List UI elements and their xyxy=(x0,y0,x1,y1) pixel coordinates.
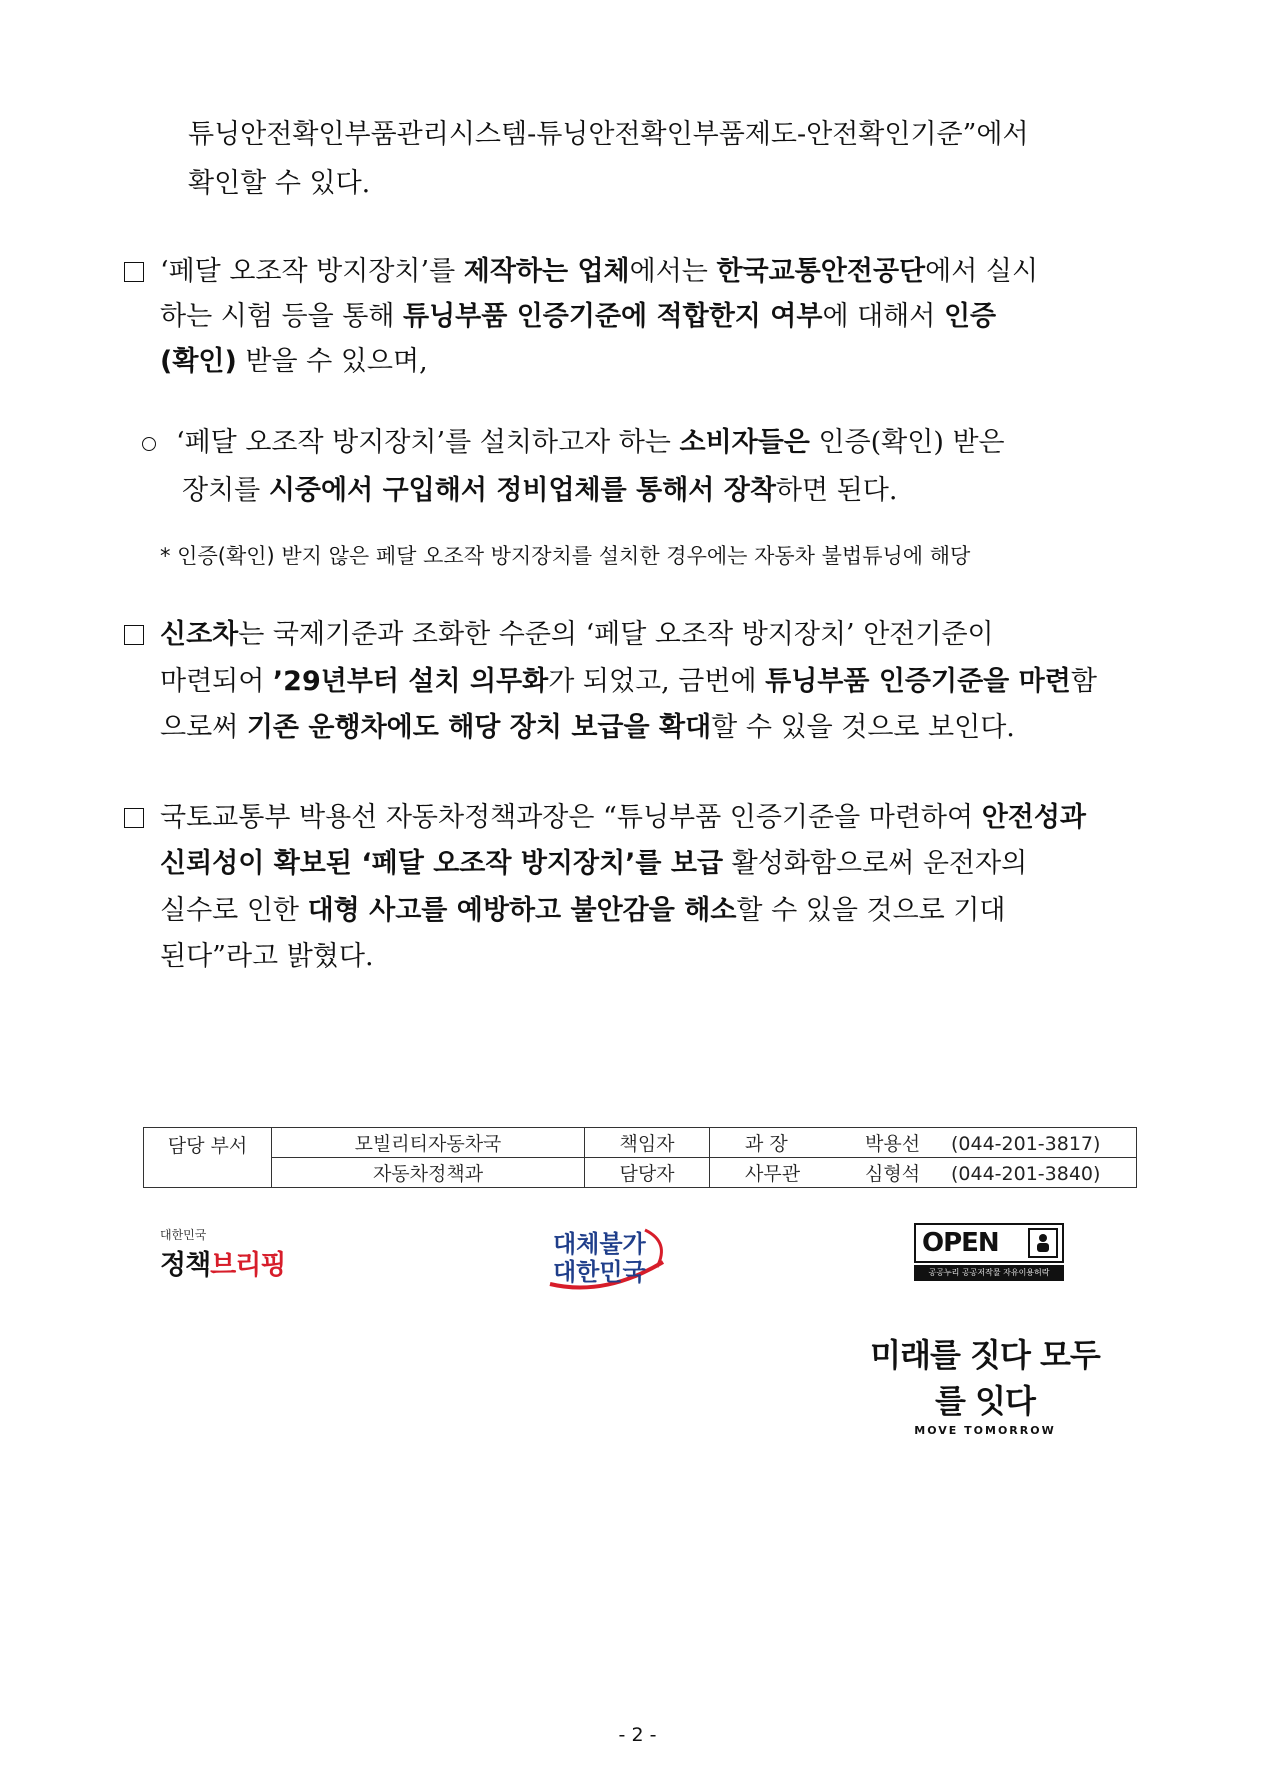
text-line: 으로써 기존 운행차에도 해당 장치 보급을 확대할 수 있을 것으로 보인다. xyxy=(160,712,1015,743)
dept-bureau: 모빌리티자동차국 xyxy=(272,1128,585,1158)
policy-briefing-logo xyxy=(160,1226,285,1282)
contact-name: 심형석 xyxy=(865,1163,921,1185)
contact-table xyxy=(143,1127,1137,1188)
logo-big-text: 정책브리핑 xyxy=(160,1250,286,1281)
page-number: - 2 - xyxy=(618,1724,657,1746)
text-line: 마련되어 ’29년부터 설치 의무화가 되었고, 금번에 튜닝부품 인증기준을 마련함 xyxy=(160,666,1097,697)
dept-header: 담당 부서 xyxy=(144,1128,272,1188)
move-tomorrow-logo xyxy=(860,1330,1110,1437)
text-line: (확인) 받을 수 있으며, xyxy=(160,346,428,377)
footnote: * 인증(확인) 받지 않은 페달 오조작 방지장치를 설치한 경우에는 자동차 불법튜닝에 해당 xyxy=(160,544,971,568)
contact-name: 박용선 xyxy=(865,1133,921,1155)
contact-tel: (044-201-3817) xyxy=(951,1133,1101,1155)
table-row xyxy=(144,1128,1137,1158)
text-line: 확인할 수 있다. xyxy=(188,168,371,199)
slogan-english: MOVE TOMORROW xyxy=(914,1424,1056,1437)
slogan-korean: 미래를 짓다 모두를 잇다 xyxy=(870,1336,1100,1420)
contact-title: 사무관 xyxy=(745,1163,801,1185)
text-line: 국토교통부 박용선 자동차정책과장은 “튜닝부품 인증기준을 마련하여 안전성과 xyxy=(160,802,1087,833)
logo-line-1: 대체불가 xyxy=(553,1230,646,1258)
text-line: 신조차는 국제기준과 조화한 수준의 ‘페달 오조작 방지장치’ 안전기준이 xyxy=(160,619,994,650)
contact-title: 과 장 xyxy=(745,1133,788,1155)
text-line: ‘페달 오조작 방지장치’를 제작하는 업체에서는 한국교통안전공단에서 실시 xyxy=(160,256,1039,287)
contact-tel: (044-201-3840) xyxy=(951,1163,1101,1185)
text-line: 하는 시험 등을 통해 튜닝부품 인증기준에 적합한지 여부에 대해서 인증 xyxy=(160,301,997,332)
role-cell: 책임자 xyxy=(585,1128,710,1158)
checkbox-bullet xyxy=(124,808,144,828)
kogl-open-logo xyxy=(914,1223,1064,1281)
contact-cell xyxy=(710,1128,1137,1158)
text-line: 신뢰성이 확보된 ‘페달 오조작 방지장치’를 보급 활성화함으로써 운전자의 xyxy=(160,848,1028,879)
circle-bullet xyxy=(142,437,156,451)
dept-division: 자동차정책과 xyxy=(272,1158,585,1188)
logo-small-text: 대한민국 xyxy=(160,1228,207,1242)
text-line: ‘페달 오조작 방지장치’를 설치하고자 하는 소비자들은 인증(확인) 받은 xyxy=(176,427,1005,458)
text-line: 실수로 인한 대형 사고를 예방하고 불안감을 해소할 수 있을 것으로 기대 xyxy=(160,895,1006,926)
logo-line-2: 대한민국 xyxy=(553,1258,646,1286)
text-line: 장치를 시중에서 구입해서 정비업체를 통해서 장착하면 된다. xyxy=(182,475,898,506)
text-line: 튜닝안전확인부품관리시스템-튜닝안전확인부품제도-안전확인기준”에서 xyxy=(188,119,1029,150)
open-word: OPEN xyxy=(922,1228,999,1258)
role-cell: 담당자 xyxy=(585,1158,710,1188)
irreplaceable-korea-logo xyxy=(545,1222,675,1292)
checkbox-bullet xyxy=(124,625,144,645)
checkbox-bullet xyxy=(124,262,144,282)
text-line: 된다”라고 밝혔다. xyxy=(160,941,374,972)
table-row xyxy=(144,1158,1137,1188)
person-icon xyxy=(1028,1228,1058,1258)
contact-cell xyxy=(710,1158,1137,1188)
open-caption: 공공누리 공공저작물 자유이용허락 xyxy=(914,1265,1064,1281)
